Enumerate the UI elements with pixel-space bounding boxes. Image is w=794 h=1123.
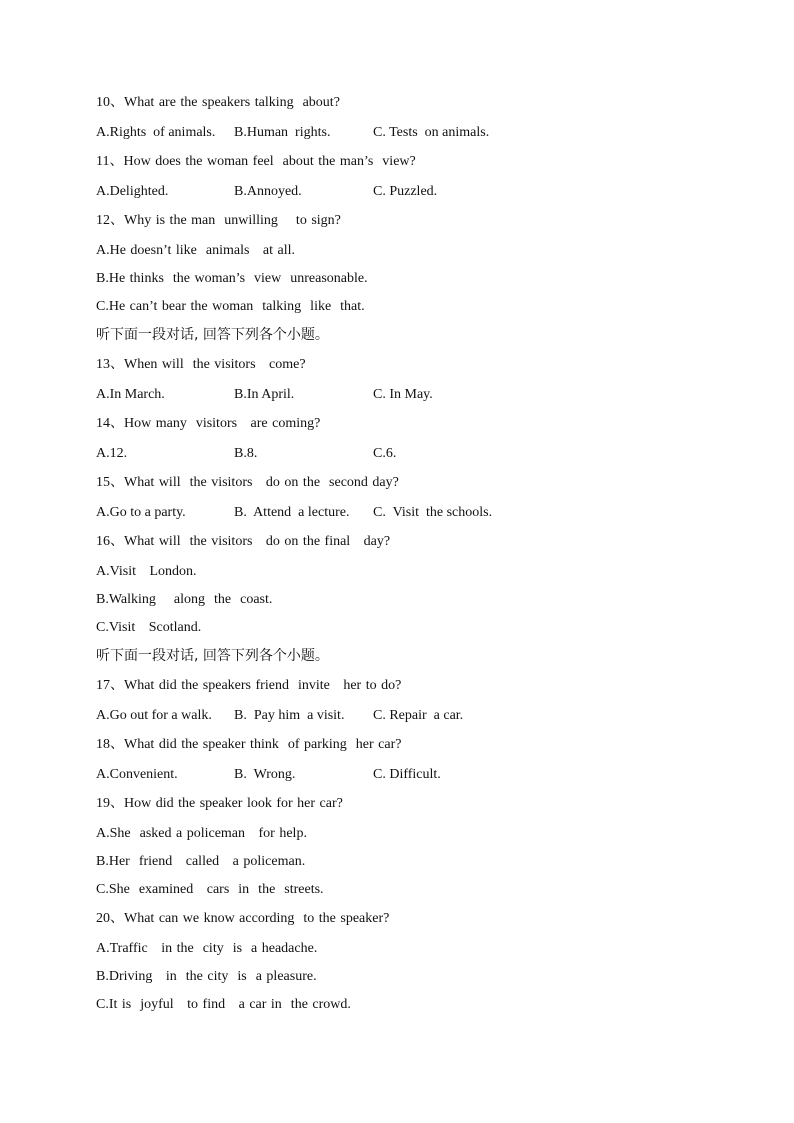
question-13-options <box>96 384 716 406</box>
question-18-stem: 18、What did the speaker think of parking her car? <box>96 737 402 752</box>
question-15-stem: 15、What will the visitors do on the second day? <box>96 475 399 490</box>
option-c: C.He can’t bear the woman talking like that. <box>96 299 365 314</box>
option-b: B.8. <box>234 446 258 461</box>
option-c: C. Tests on animals. <box>373 125 490 140</box>
section-instruction: 听下面一段对话, 回答下列各个小题。 <box>96 327 329 343</box>
question-13-stem: 13、When will the visitors come? <box>96 357 306 372</box>
question-20-stem: 20、What can we know according to the speaker? <box>96 911 390 926</box>
question-15-options <box>96 502 716 524</box>
option-a: A.He doesn’t like animals at all. <box>96 243 296 258</box>
option-a: A.Rights of animals. <box>96 125 216 140</box>
option-c: C.She examined cars in the streets. <box>96 882 324 897</box>
option-a: A.In March. <box>96 387 165 402</box>
option-c: C. Difficult. <box>373 767 441 782</box>
option-a: A.Delighted. <box>96 184 169 199</box>
question-16-stem: 16、What will the visitors do on the final day? <box>96 534 391 549</box>
option-c: C.Visit Scotland. <box>96 620 202 635</box>
option-a: A.She asked a policeman for help. <box>96 826 307 841</box>
question-11-options <box>96 181 716 203</box>
option-b: B.Driving in the city is a pleasure. <box>96 969 317 984</box>
option-c: C. Visit the schools. <box>373 505 493 520</box>
option-b: B.He thinks the woman’s view unreasonable. <box>96 271 368 286</box>
question-14-stem: 14、How many visitors are coming? <box>96 416 321 431</box>
option-a: A.Traffic in the city is a headache. <box>96 941 318 956</box>
question-18-options <box>96 764 716 786</box>
option-b: B.Walking along the coast. <box>96 592 273 607</box>
option-a: A.Go to a party. <box>96 505 186 520</box>
option-a: A.Convenient. <box>96 767 178 782</box>
option-b: B.In April. <box>234 387 295 402</box>
option-c: C. Puzzled. <box>373 184 438 199</box>
option-b: B. Pay him a visit. <box>234 708 345 723</box>
exam-page <box>96 92 716 1016</box>
option-c: C.6. <box>373 446 397 461</box>
question-12-stem: 12、Why is the man unwilling to sign? <box>96 213 341 228</box>
option-b: B.Human rights. <box>234 125 331 140</box>
option-b: B. Attend a lecture. <box>234 505 350 520</box>
option-b: B. Wrong. <box>234 767 296 782</box>
question-11-stem: 11、How does the woman feel about the man’s view? <box>96 154 416 169</box>
question-17-options <box>96 705 716 727</box>
option-b: B.Her friend called a policeman. <box>96 854 306 869</box>
question-17-stem: 17、What did the speakers friend invite her to do? <box>96 678 402 693</box>
question-14-options <box>96 443 716 465</box>
question-10-options <box>96 122 716 144</box>
option-c: C.It is joyful to find a car in the crowd. <box>96 997 351 1012</box>
section-instruction: 听下面一段对话, 回答下列各个小题。 <box>96 648 329 664</box>
question-19-stem: 19、How did the speaker look for her car? <box>96 796 343 811</box>
option-a: A.12. <box>96 446 128 461</box>
option-c: C. In May. <box>373 387 433 402</box>
option-c: C. Repair a car. <box>373 708 464 723</box>
option-a: A.Visit London. <box>96 564 197 579</box>
option-a: A.Go out for a walk. <box>96 708 212 723</box>
question-10-stem: 10、What are the speakers talking about? <box>96 95 340 110</box>
option-b: B.Annoyed. <box>234 184 302 199</box>
